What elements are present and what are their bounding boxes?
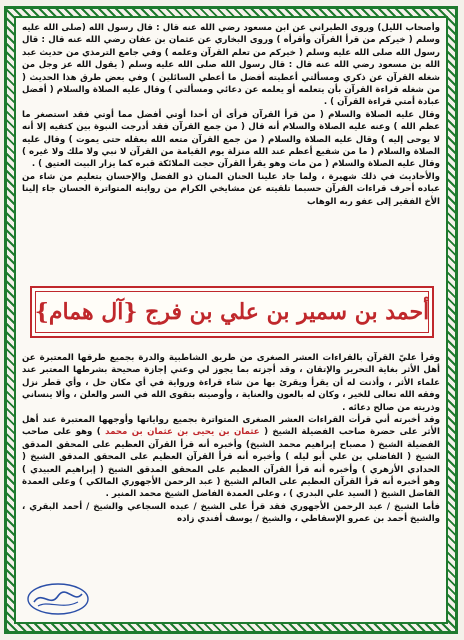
lower-paragraph-3-text: فأما الشيخ / عبد الرحمن الأجهوري فقد قرأ على الشيخ / عبده السجاعي والشيخ / أحمد البقري ، والشيخ أحمد بن عمرو الإسقاطي ، والشيخ / يوسف أفندي زاده: [22, 501, 440, 525]
lower-paragraph-3: [22, 501, 440, 526]
teacher-name-highlight: عثمان بن يحيى بن عثمان بن محمد: [105, 427, 260, 438]
signature-stamp-graphic: [26, 582, 90, 616]
lower-paragraph-1: [22, 352, 440, 414]
chain-text-start: وقد أخبرته أني قرأت القراءات العشر الصغرى المتواترة بجميع رواياتها وأوجهها المعتبرة عند أهل الأثر على حضرة صاحب الفضيلة الشيخ (: [22, 415, 440, 438]
signature-stamp: [26, 582, 90, 616]
lower-text: [22, 352, 440, 576]
upper-paragraph-1: وأصحاب الليل) وروى الطبراني عن ابن مسعود رضي الله عنه قال : قال رسول الله (صلى الله عليه وسلم ( خيركم من قرأ القرآن وأقرأه ) وروى البخاري عن عثمان بن عفان رضي الله عنه قال : قال رسول الله صلى الله عليه وسلم ( خيركم من تعلم القرآن وعلمه ) وفي جامع الترمذي من حديث عبد الله بن مسعود رضي الله عنه قال : قال رسول الله صلى الله عليه وسلم ( يقول الله عز وجل من شغله القرآن عن ذكري ومسألتي أعطيته أفضل ما أعطي السائلين ) وفي بعض طرق هذا الحديث ( من شغله قراءة القرآن بأن يتعلمه أو يعلمه عن دعائي ومسألتي ) وقال عليه الصلاة والسلام ( أفضل عبادة أمتي قراءة القرآن ) .: [22, 23, 440, 108]
lower-paragraph-1-text: وقرأ عليّ القرآن بالقراءات العشر الصغرى من طريق الشاطبية والدرة بجميع طرقها المعتبرة عن أهل الأثر بغاية التحرير والإتقان ، وقد أجزته بما يجوز لي وعني إجازة صحيحة بشرطها المعتبر عند علماء الأثر ، وأذنت له أن يقرأ ويقرئ بها من شاء قراءة ورواية في أي مكان حل ، وأي قطر نزل وفقه الله تعالى للخير ، وكان له بالعون والعناية ، وأوصيته بتقوى الله في السر والعلن ، وألا ينساني وذريته من صالح دعائه .: [22, 353, 440, 413]
upper-paragraph-2: وقال عليه الصلاة والسلام ( من قرأ القرآن فرأى أن أحدا أوتي أفضل مما أوتي فقد استصغر ما عظم الله ) وعنه عليه الصلاة والسلام أنه قال ( من جمع القرآن فقد أدرجت النبوة بين كتفيه إلا أنه لا يوحى إليه ) وقال عليه الصلاة والسلام ( من جمع القرآن متعه الله بعقله حتى يموت ) وقال عليه الصلاة والسلام ( ما من شفيع أعظم عند الله منزلة يوم القيامة من القرآن لا نبي ولا ملك ولا غيره ) وقال عليه الصلاة والسلام ( من مات وهو يقرأ القرآن حجت الملائكة قبره كما يزار البيت العتيق ) .: [22, 109, 440, 170]
chain-text-rest: ) وهو على صاحب الفضيلة الشيخ ( مصباح إبراهيم محمد الشيخ) وأخبره أنه قرأ القرآن العظيم على المحقق المدقق الشيخ ( الفاضلي بن علي أبو ليله ) وأخبره أنه قرأ القرآن العظيم على المحقق المدقق الشيخ ( الحدادي الأزهري ) وأخبره أنه قرأ القرآن العظيم على المحقق المدقق الشيخ ( إبراهيم العبيدي ) وهو أخبره أنه قرأ القرآن العظيم على العالم الشيخ ( عبد الرحمن الأجهوري المالكي ) وعلى العمدة الفاضل الشيخ ( السيد علي البدري ) ، وعلى العمدة الفاضل الشيخ محمد المنير .: [22, 427, 440, 500]
upper-paragraph-3: والأحاديث في ذلك شهيرة ، ولما جاد علينا الحنان المنان ذو الفضل والإحسان بتعليم من شاء من عباده أحرف قراءات القرآن حسبما تلقيته عن مشايخي الكرام من روايته المتواترة الحسان جاء إلينا الأخ الفقير إلى عفو ربه الوهاب: [22, 171, 440, 207]
student-name: أحمد بن سمير بن علي بن فرج {آل همام}: [34, 299, 430, 325]
upper-text: [22, 22, 440, 280]
lower-paragraph-2: [22, 414, 440, 501]
name-banner: [30, 286, 434, 338]
